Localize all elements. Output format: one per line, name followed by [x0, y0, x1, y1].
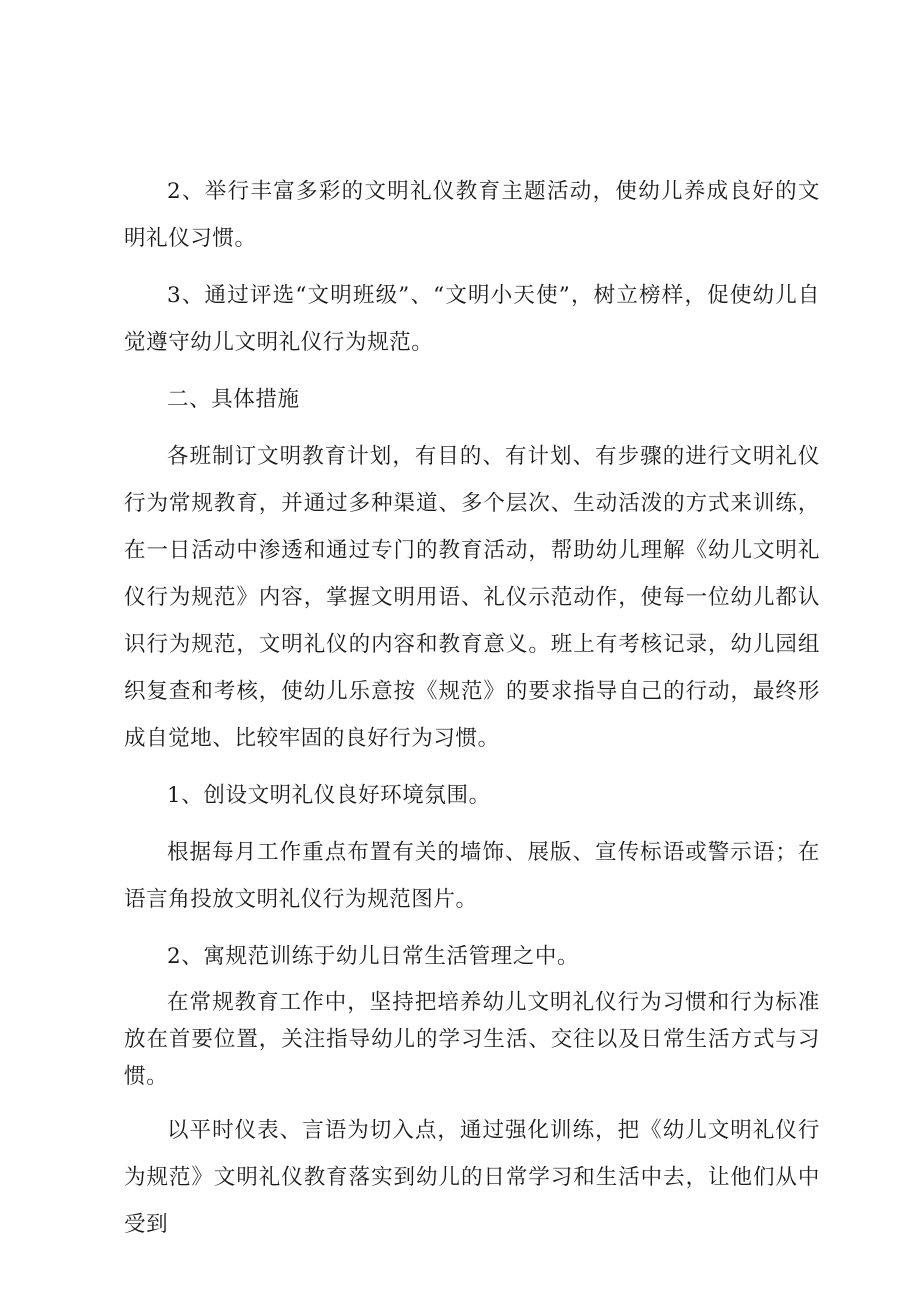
- subheading-environment: 1、创设文明礼仪良好环境氛围。: [167, 783, 491, 808]
- paragraph-training: 以平时仪表、言语为切入点，通过强化训练，把《幼儿文明礼仪行为规范》文明礼仪教育落实到幼儿的日常学习和生活中去，让他们从中受到: [124, 1118, 820, 1237]
- paragraph-routine-education: 在常规教育工作中，坚持把培养幼儿文明礼仪行为习惯和行为标准放在首要位置，关注指导幼儿的学习生活、交往以及日常生活方式与习惯。: [124, 990, 820, 1089]
- section-heading-measures: 二、具体措施: [167, 387, 300, 412]
- paragraph-class-plan: 各班制订文明教育计划，有目的、有计划、有步骤的进行文明礼仪行为常规教育，并通过多种渠道、多个层次、生动活泼的方式来训练，在一日活动中渗透和通过专门的教育活动，帮助幼儿理解《幼儿文明礼仪行为规范》内容，掌握文明用语、礼仪示范动作，使每一位幼儿都认识行为规范，文明礼仪的内容和教育意义。班上有考核记录，幼儿园组织复查和考核，使幼儿乐意按《规范》的要求指导自己的行动，最终形成自觉地、比较牢固的良好行为习惯。: [124, 444, 820, 751]
- paragraph-goal-2: 2、举行丰富多彩的文明礼仪教育主题活动，使幼儿养成良好的文明礼仪习惯。: [124, 179, 820, 251]
- document-body: [124, 168, 820, 1258]
- paragraph-goal-3: 3、通过评选“文明班级”、“文明小天使”，树立榜样，促使幼儿自觉遵守幼儿文明礼仪行为规范。: [124, 283, 820, 355]
- paragraph-environment: 根据每月工作重点布置有关的墙饰、展版、宣传标语或警示语；在语言角投放文明礼仪行为规范图片。: [124, 840, 820, 912]
- subheading-daily-life: 2、寓规范训练于幼儿日常生活管理之中。: [167, 944, 580, 969]
